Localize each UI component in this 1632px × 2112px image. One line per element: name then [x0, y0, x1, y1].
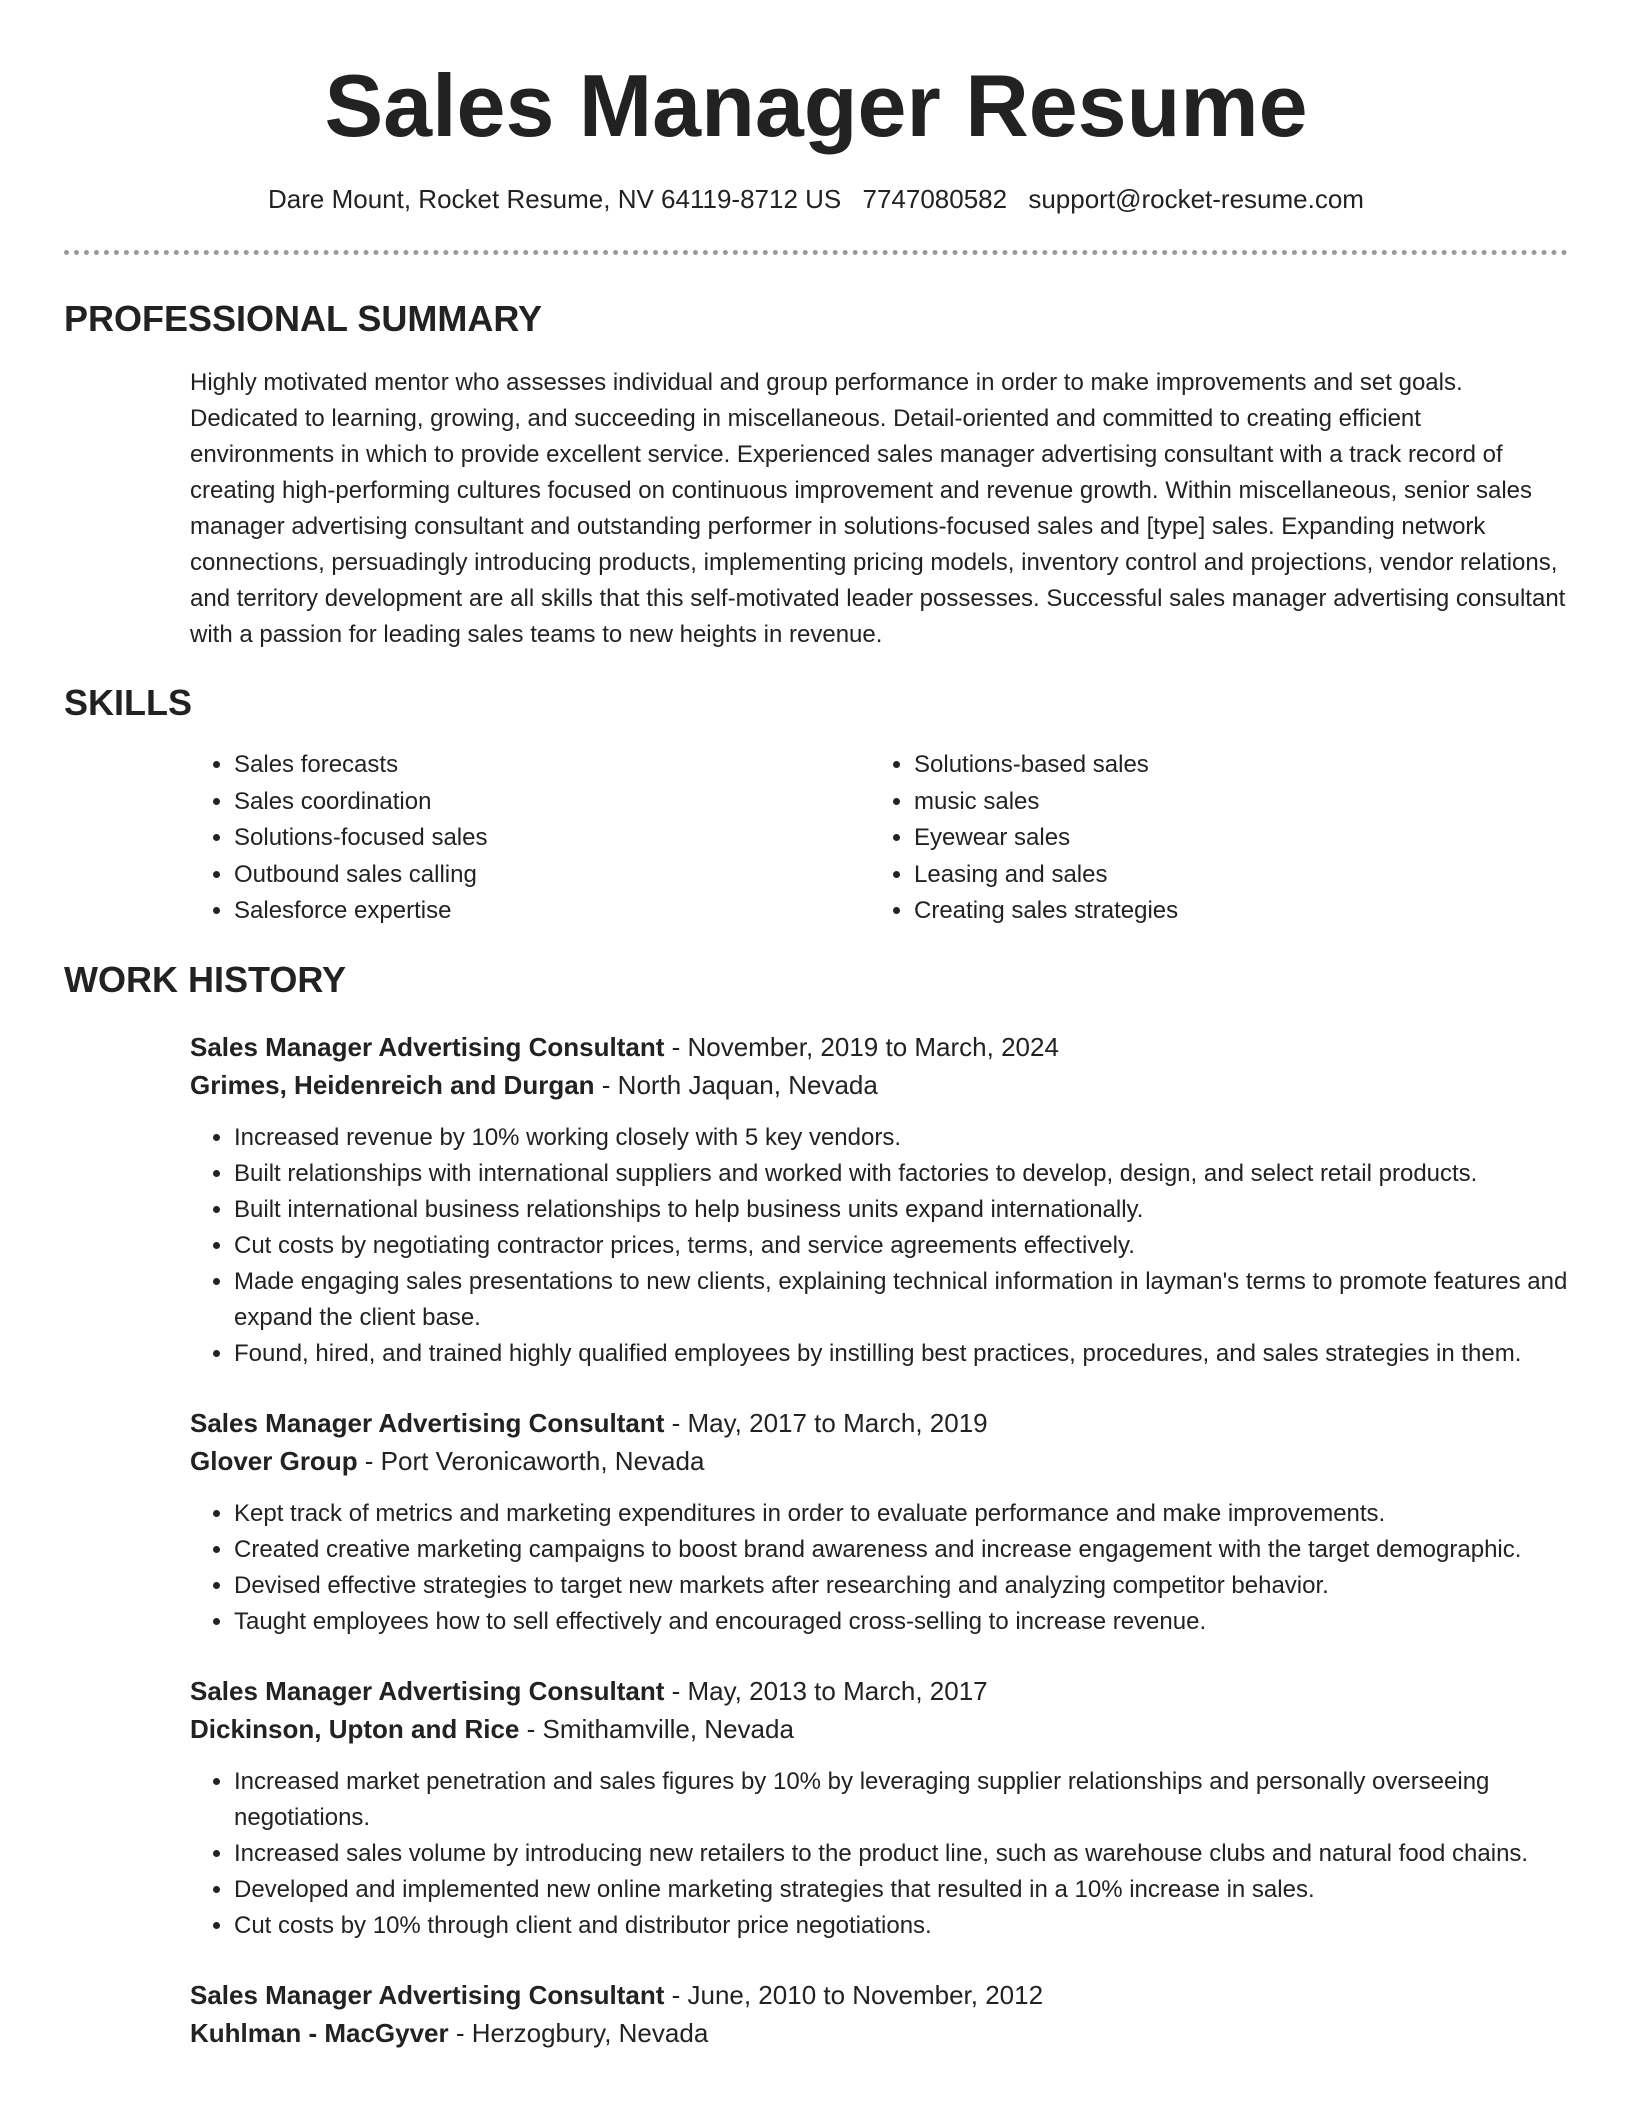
job-company: Grimes, Heidenreich and Durgan	[190, 1069, 595, 1100]
job-bullet: • Increased market penetration and sales figures by 10% by leveraging supplier relationships and personally overseeing negotiations.	[234, 1764, 1590, 1836]
skill-item: • Eyewear sales	[914, 820, 1470, 857]
job-bullet: • Made engaging sales presentations to new clients, explaining technical information in layman's terms to promote features and expand the client base.	[234, 1264, 1590, 1336]
job-bullet: • Increased sales volume by introducing new retailers to the product line, such as warehouse clubs and natural food chains.	[234, 1836, 1590, 1872]
job-company-line	[190, 1710, 1568, 1748]
job-title-line	[190, 1404, 1568, 1442]
skill-item: • Salesforce expertise	[234, 893, 870, 930]
summary-text: Highly motivated mentor who assesses individual and group performance in order to make improvements and set goals. Dedicated to learning, growing, and succeeding in miscellaneous. Detail-oriented and committed to creating efficient environments in which to provide excellent service. Experienced sales manager advertising consultant with a track record of creating high-performing cultures focused on continuous improvement and revenue growth. Within miscellaneous, senior sales manager advertising consultant and outstanding performer in solutions-focused sales and [type] sales. Expanding network connections, persuadingly introducing products, implementing pricing models, inventory control and projections, vendor relations, and territory development are all skills that this self-motivated leader possesses. Successful sales manager advertising consultant with a passion for leading sales teams to new heights in revenue.	[190, 369, 1566, 648]
skill-item: • Outbound sales calling	[234, 857, 870, 894]
job-bullet: • Devised effective strategies to target new markets after researching and analyzing competitor behavior.	[234, 1568, 1590, 1604]
contact-email: support@rocket-resume.com	[1028, 184, 1364, 214]
job-entry	[190, 1028, 1568, 1372]
job-entry	[190, 1672, 1568, 1944]
job-bullet: • Cut costs by negotiating contractor prices, terms, and service agreements effectively.	[234, 1228, 1590, 1264]
job-location: - Herzogbury, Nevada	[448, 2017, 709, 2048]
job-title-line	[190, 1672, 1568, 1710]
job-bullet: • Built international business relationships to help business units expand internationally.	[234, 1192, 1590, 1228]
skills-heading: SKILLS	[64, 682, 193, 723]
job-location: - Smithamville, Nevada	[519, 1713, 794, 1744]
resume-title: Sales Manager Resume	[324, 56, 1308, 155]
job-title: Sales Manager Advertising Consultant	[190, 1407, 665, 1438]
job-title-line	[190, 1028, 1568, 1066]
job-title-line	[190, 1976, 1568, 2014]
job-location: - Port Veronicaworth, Nevada	[357, 1445, 705, 1476]
skill-item: • Leasing and sales	[914, 857, 1470, 894]
job-bullets	[190, 1496, 1590, 1640]
contact-address: Dare Mount, Rocket Resume, NV 64119-8712 US	[268, 184, 842, 214]
contact-phone: 7747080582	[862, 184, 1008, 214]
job-location: - North Jaquan, Nevada	[594, 1069, 878, 1100]
job-entry	[190, 1976, 1568, 2052]
job-company-line	[190, 1442, 1568, 1480]
job-title: Sales Manager Advertising Consultant	[190, 1979, 665, 2010]
job-bullet: • Developed and implemented new online marketing strategies that resulted in a 10% increase in sales.	[234, 1872, 1590, 1908]
skills-column-right	[870, 747, 1470, 930]
job-company-line	[190, 1066, 1568, 1104]
job-company-line	[190, 2014, 1568, 2052]
skill-item: • Creating sales strategies	[914, 893, 1470, 930]
job-company: Kuhlman - MacGyver	[190, 2017, 449, 2048]
job-bullet: • Found, hired, and trained highly qualified employees by instilling best practices, procedures, and sales strategies in them.	[234, 1336, 1590, 1372]
job-title: Sales Manager Advertising Consultant	[190, 1031, 665, 1062]
skill-item: • Solutions-based sales	[914, 747, 1470, 784]
job-dates: - June, 2010 to November, 2012	[664, 1979, 1044, 2010]
job-company: Dickinson, Upton and Rice	[190, 1713, 520, 1744]
skill-item: • music sales	[914, 784, 1470, 821]
job-bullet: • Cut costs by 10% through client and distributor price negotiations.	[234, 1908, 1590, 1944]
job-bullet: • Kept track of metrics and marketing expenditures in order to evaluate performance and make improvements.	[234, 1496, 1590, 1532]
header-divider	[64, 250, 1568, 255]
skill-item: • Solutions-focused sales	[234, 820, 870, 857]
work-history-heading: WORK HISTORY	[64, 958, 347, 1000]
skills-list	[190, 747, 1568, 930]
summary-heading: PROFESSIONAL SUMMARY	[64, 298, 543, 339]
job-entry	[190, 1404, 1568, 1640]
skill-item: • Sales forecasts	[234, 747, 870, 784]
job-bullet: • Built relationships with international suppliers and worked with factories to develop, design, and select retail products.	[234, 1156, 1590, 1192]
job-bullet: • Increased revenue by 10% working closely with 5 key vendors.	[234, 1120, 1590, 1156]
contact-line	[64, 182, 1568, 216]
job-dates: - May, 2017 to March, 2019	[664, 1407, 988, 1438]
job-dates: - May, 2013 to March, 2017	[664, 1675, 988, 1706]
job-bullet: • Taught employees how to sell effectively and encouraged cross-selling to increase revenue.	[234, 1604, 1590, 1640]
job-bullets	[190, 1764, 1590, 1944]
job-bullets	[190, 1120, 1590, 1372]
skill-item: • Sales coordination	[234, 784, 870, 821]
job-title: Sales Manager Advertising Consultant	[190, 1675, 665, 1706]
job-bullet: • Created creative marketing campaigns to boost brand awareness and increase engagement with the target demographic.	[234, 1532, 1590, 1568]
job-company: Glover Group	[190, 1445, 358, 1476]
job-dates: - November, 2019 to March, 2024	[664, 1031, 1059, 1062]
skills-column-left	[190, 747, 870, 930]
